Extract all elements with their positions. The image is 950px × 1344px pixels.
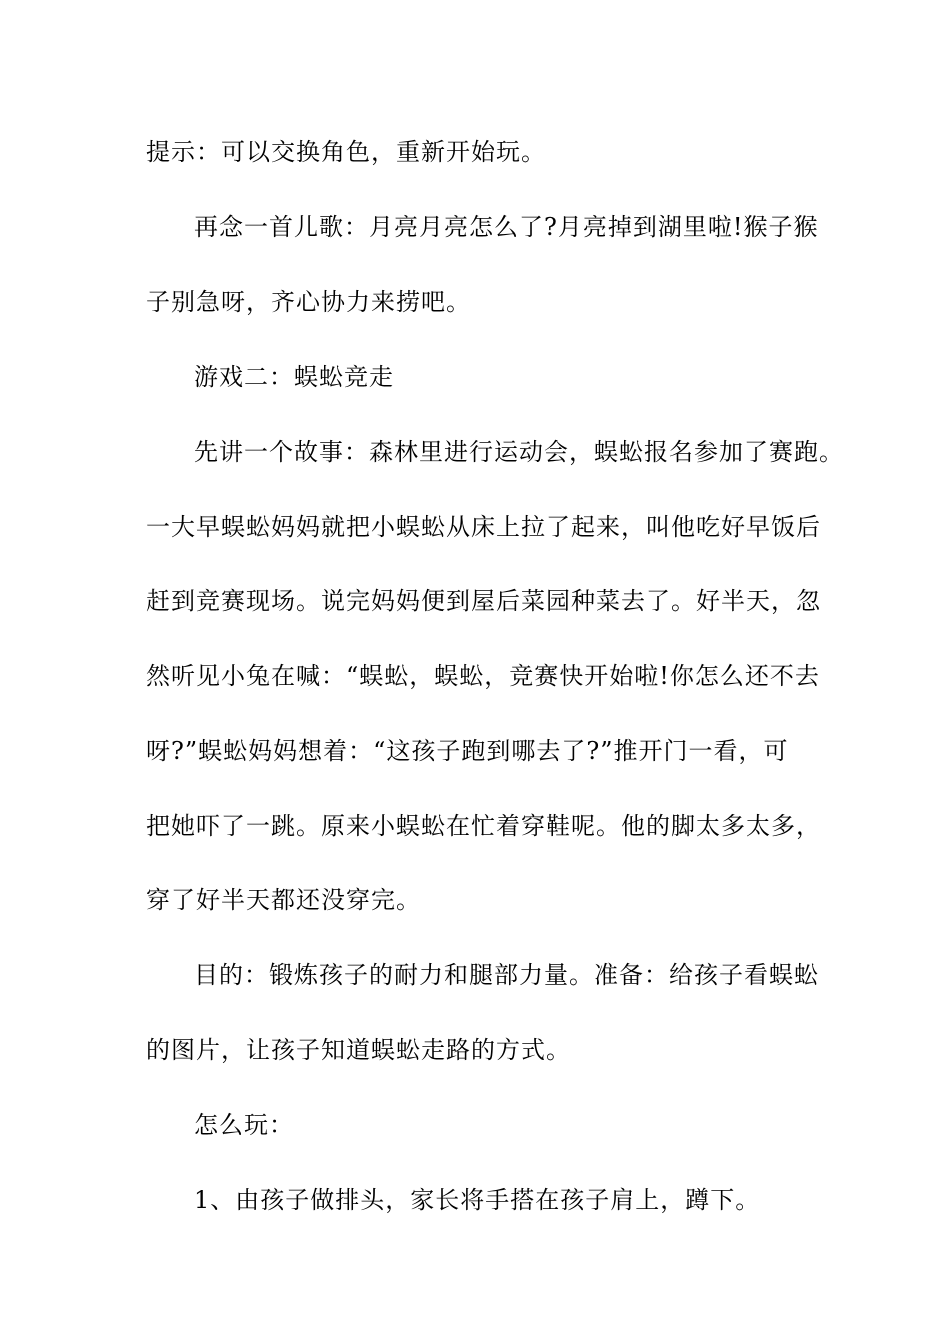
paragraph-story: 先讲一个故事：森林里进行运动会，蜈蚣报名参加了赛跑。 (194, 438, 844, 466)
paragraph-story-cont-2: 赶到竞赛现场。说完妈妈便到屋后菜园种菜去了。好半天，忽 (146, 587, 821, 615)
paragraph-story-cont-3: 然听见小兔在喊：“蜈蚣，蜈蚣，竞赛快开始啦!你怎么还不去 (146, 662, 820, 690)
how-to-play-heading: 怎么玩： (194, 1111, 294, 1139)
paragraph-story-cont-1: 一大早蜈蚣妈妈就把小蜈蚣从床上拉了起来，叫他吃好早饭后 (146, 513, 821, 541)
paragraph-tip: 提示：可以交换角色，重新开始玩。 (146, 138, 546, 166)
paragraph-nursery-rhyme: 再念一首儿歌：月亮月亮怎么了?月亮掉到湖里啦!猴子猴 (194, 213, 819, 241)
paragraph-purpose-cont: 的图片，让孩子知道蜈蚣走路的方式。 (146, 1036, 571, 1064)
paragraph-nursery-rhyme-cont: 子别急呀，齐心协力来捞吧。 (146, 288, 471, 316)
paragraph-story-cont-4: 呀?”蜈蚣妈妈想着：“这孩子跑到哪去了?”推开门一看，可 (146, 737, 789, 765)
step-one: 1、由孩子做排头，家长将手搭在孩子肩上，蹲下。 (194, 1186, 761, 1214)
paragraph-story-cont-5: 把她吓了一跳。原来小蜈蚣在忙着穿鞋呢。他的脚太多太多， (146, 812, 821, 840)
paragraph-story-cont-6: 穿了好半天都还没穿完。 (146, 886, 421, 914)
paragraph-purpose: 目的：锻炼孩子的耐力和腿部力量。准备：给孩子看蜈蚣 (194, 961, 819, 989)
game-two-heading: 游戏二：蜈蚣竞走 (194, 363, 394, 391)
